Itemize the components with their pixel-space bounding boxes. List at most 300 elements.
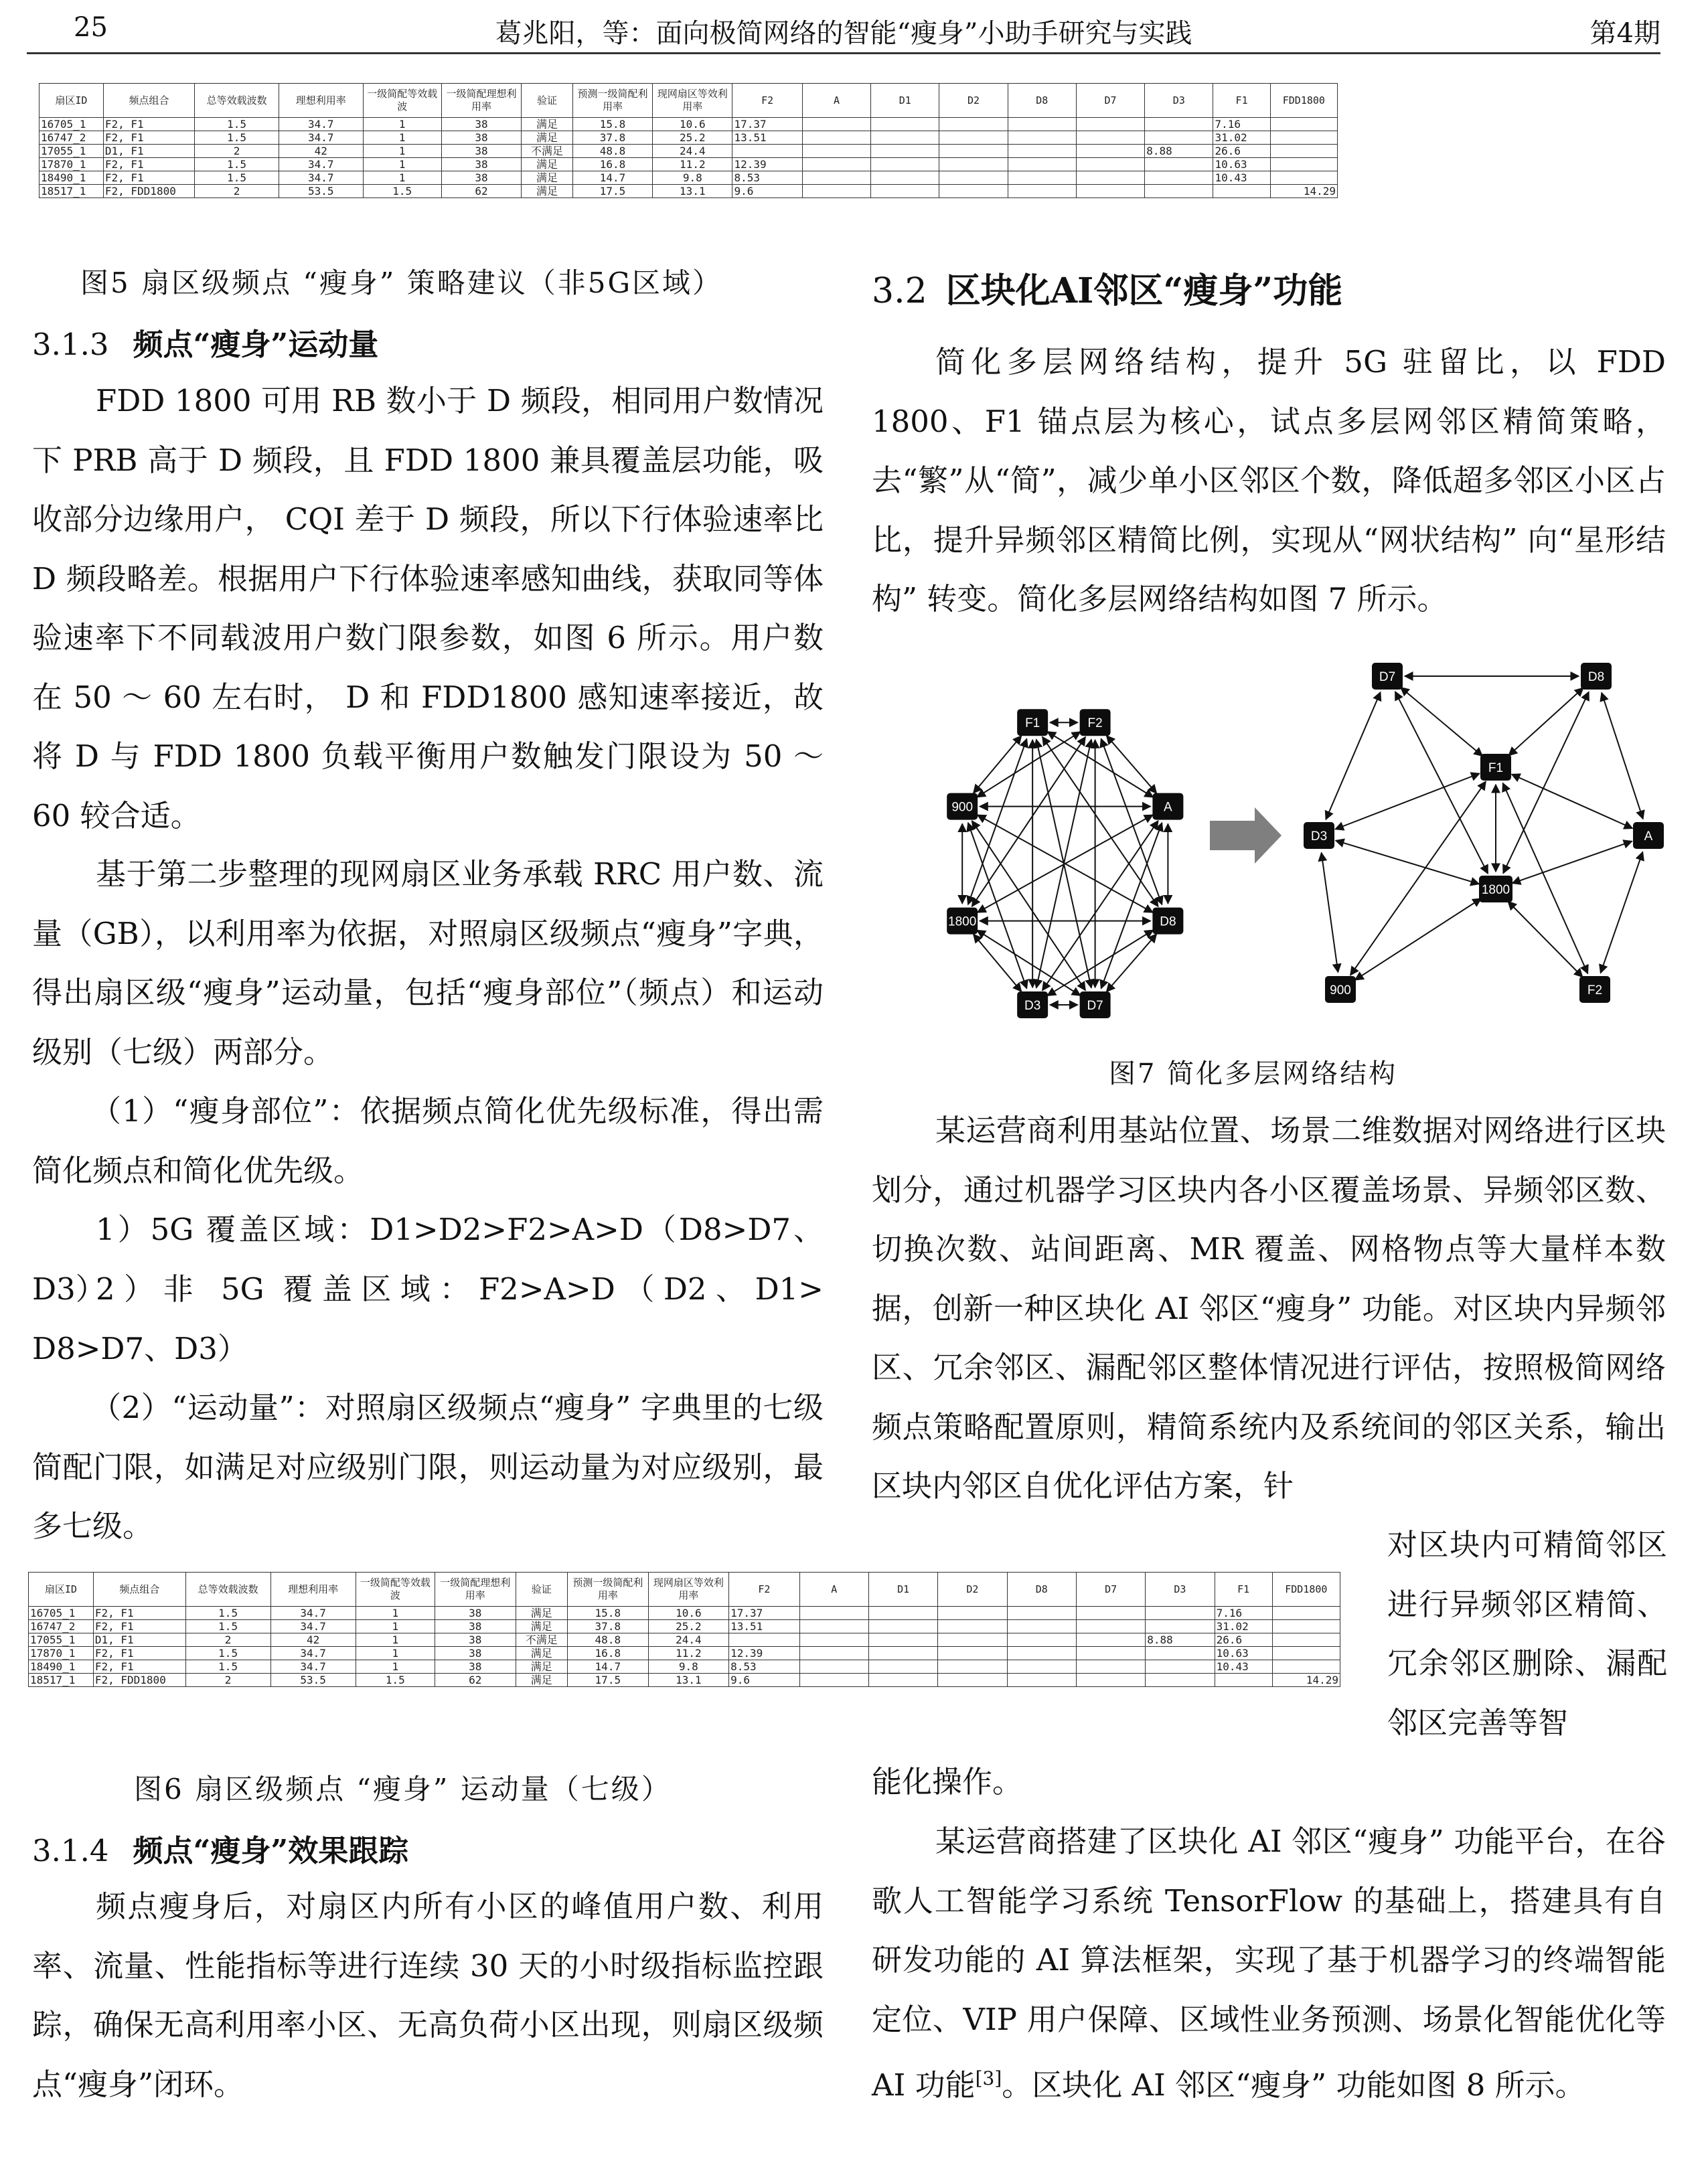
table-cell: 42 xyxy=(279,145,363,158)
table-cell: 2 xyxy=(195,185,279,198)
network-link xyxy=(1047,930,1153,995)
star-nodes xyxy=(1304,663,1664,1003)
table-cell: 38 xyxy=(441,158,521,171)
citation-ref: [3] xyxy=(975,2067,1002,2089)
table-cell: 16705_1 xyxy=(40,118,104,131)
table-cell: F2, FDD1800 xyxy=(93,1674,185,1687)
table-cell xyxy=(871,171,939,185)
table-cell: 10.63 xyxy=(1215,1647,1272,1660)
table-cell xyxy=(1272,1647,1340,1660)
table-cell: F2, F1 xyxy=(93,1607,185,1620)
table-cell xyxy=(802,158,870,171)
table-cell xyxy=(1272,1660,1340,1674)
column-header: F1 xyxy=(1215,1573,1272,1607)
column-header: D7 xyxy=(1076,84,1144,118)
table-cell xyxy=(1145,171,1213,185)
table-cell xyxy=(802,171,870,185)
column-header: F2 xyxy=(732,84,802,118)
table-cell: 17870_1 xyxy=(40,158,104,171)
network-node xyxy=(1479,876,1512,902)
table-cell: 满足 xyxy=(516,1620,567,1633)
table-cell: 13.1 xyxy=(653,185,732,198)
table-row xyxy=(29,1674,1340,1687)
table-row xyxy=(29,1633,1340,1647)
table-cell xyxy=(1076,1620,1145,1633)
column-header: D3 xyxy=(1146,1573,1215,1607)
table-cell: 1.5 xyxy=(195,171,279,185)
column-header: D7 xyxy=(1076,1573,1145,1607)
table-cell: 24.4 xyxy=(653,145,732,158)
table-cell xyxy=(1272,1607,1340,1620)
node-label: D8 xyxy=(1587,670,1605,684)
table-cell xyxy=(871,145,939,158)
table-cell: 9.8 xyxy=(653,171,732,185)
table-cell: 1 xyxy=(356,1607,435,1620)
table-cell: 1.5 xyxy=(363,185,441,198)
paragraph: 对区块内可精简邻区进行异频邻区精简、冗余邻区删除、漏配邻区完善等智 xyxy=(1387,1527,1667,1741)
table-cell xyxy=(1076,171,1144,185)
table-cell xyxy=(802,145,870,158)
table-cell: 34.7 xyxy=(279,118,363,131)
table-cell xyxy=(1076,131,1144,145)
table-cell: 38 xyxy=(435,1647,516,1660)
page-number: 25 xyxy=(74,12,108,43)
node-label: D3 xyxy=(1310,829,1328,844)
section-title: 频点“瘦身”效果跟踪 xyxy=(133,1833,409,1868)
network-node xyxy=(1080,991,1111,1018)
table-cell: 34.7 xyxy=(279,171,363,185)
table-cell: 1 xyxy=(356,1647,435,1660)
column-header: 预测一级简配利用率 xyxy=(568,1573,649,1607)
table-cell xyxy=(871,118,939,131)
network-link xyxy=(1350,781,1486,975)
table-cell xyxy=(1215,1674,1272,1687)
network-link xyxy=(1336,841,1479,884)
table-cell: 满足 xyxy=(516,1660,567,1674)
table-cell: 24.4 xyxy=(648,1633,729,1647)
column-header: D1 xyxy=(871,84,939,118)
fig6-caption: 图6 扇区级频点 “瘦身” 运动量（七级） xyxy=(134,1773,672,1806)
table-cell xyxy=(732,145,802,158)
column-header: 一级简配等效载波 xyxy=(363,84,441,118)
table-cell: 38 xyxy=(435,1620,516,1633)
table-cell: 14.29 xyxy=(1270,185,1337,198)
table-cell: 17.37 xyxy=(732,118,802,131)
table-cell: 38 xyxy=(435,1607,516,1620)
table-cell xyxy=(1145,158,1213,171)
table-cell xyxy=(802,118,870,131)
table-cell: 7.16 xyxy=(1215,1607,1272,1620)
table-cell xyxy=(799,1674,868,1687)
node-label: D8 xyxy=(1160,914,1176,929)
network-node xyxy=(1152,908,1183,935)
network-node xyxy=(947,793,978,820)
table-cell: 10.6 xyxy=(648,1607,729,1620)
table-cell: 18490_1 xyxy=(40,171,104,185)
table-cell: 满足 xyxy=(522,118,573,131)
network-node xyxy=(1017,991,1048,1018)
table-cell: 34.7 xyxy=(270,1660,356,1674)
node-label: A xyxy=(1164,800,1172,815)
table-cell: 8.53 xyxy=(729,1660,799,1674)
paragraph: 频点瘦身后，对扇区内所有小区的峰值用户数、利用率、流量、性能指标等进行连续 30 天的小时级指标监控跟踪，确保无高利用率小区、无高负荷小区出现，则扇区级频点“瘦身”闭环。 xyxy=(32,1889,824,2102)
table-cell: F2, F1 xyxy=(93,1647,185,1660)
fig6-table xyxy=(28,1572,1340,1687)
table-cell xyxy=(1270,158,1337,171)
table-cell xyxy=(939,118,1008,131)
paragraph: 简化多层网络结构，提升 5G 驻留比，以 FDD 1800、F1 锚点层为核心，试点多层网邻区精简策略，去“繁”从“简”，减少单小区邻区个数，降低超多邻区小区占比，提升异频邻区精简比例，实现从“网状结构” 向“星形结构” 转变。简化多层网络结构如图 7 所示。 xyxy=(872,344,1666,617)
column-header: D2 xyxy=(939,84,1008,118)
table-cell xyxy=(868,1607,937,1620)
paragraph: （1）“瘦身部位”：依据频点简化优先级标准，得出需简化频点和简化优先级。 xyxy=(32,1093,824,1188)
table-cell: 13.1 xyxy=(648,1674,729,1687)
node-label: F1 xyxy=(1025,716,1040,731)
fig7-network-diagram xyxy=(872,641,1671,1030)
section-3-2-heading xyxy=(872,262,1342,313)
table-cell: 37.8 xyxy=(568,1620,649,1633)
column-header: 验证 xyxy=(522,84,573,118)
network-node xyxy=(947,908,978,935)
table-cell xyxy=(799,1620,868,1633)
network-node xyxy=(1372,663,1403,690)
table-cell xyxy=(1008,118,1076,131)
column-header: 现网扇区等效利用率 xyxy=(653,84,732,118)
table-cell xyxy=(1076,158,1144,171)
network-link xyxy=(1508,902,1582,977)
table-cell: 34.7 xyxy=(270,1620,356,1633)
table-cell xyxy=(868,1647,937,1660)
table-cell: 16747_2 xyxy=(29,1620,94,1633)
table-cell: 2 xyxy=(195,145,279,158)
paragraph-text: 。区块化 AI 邻区“瘦身” 功能如图 8 所示。 xyxy=(1002,2067,1585,2103)
column-header: F1 xyxy=(1213,84,1270,118)
table-cell: 16.8 xyxy=(568,1647,649,1660)
table-cell: 17.5 xyxy=(572,185,652,198)
table-cell: 18517_1 xyxy=(29,1674,94,1687)
table-cell xyxy=(868,1633,937,1647)
table-cell: 42 xyxy=(270,1633,356,1647)
table-cell xyxy=(1270,171,1337,185)
paragraph: 2）非 5G 覆盖区域：F2>A>D（D2、D1> D8>D7、D3） xyxy=(32,1271,824,1366)
table-cell xyxy=(1008,185,1076,198)
paragraph: 能化操作。 xyxy=(872,1764,1023,1799)
table-cell: 38 xyxy=(441,118,521,131)
table-cell: 1 xyxy=(363,131,441,145)
section-title: 区块化AI邻区“瘦身”功能 xyxy=(945,270,1343,311)
column-header: 一级简配理想利用率 xyxy=(441,84,521,118)
table-cell: 53.5 xyxy=(279,185,363,198)
column-header: 理想利用率 xyxy=(270,1573,356,1607)
table-cell: 2 xyxy=(185,1633,270,1647)
paragraph: （2）“运动量”：对照扇区级频点“瘦身” 字典里的七级简配门限，如满足对应级别门限，则运动量为对应级别，最多七级。 xyxy=(32,1390,824,1544)
table-cell xyxy=(799,1660,868,1674)
table-cell xyxy=(871,185,939,198)
network-link xyxy=(1395,692,1488,874)
table-cell: 15.8 xyxy=(572,118,652,131)
table-cell: 14.7 xyxy=(572,171,652,185)
table-cell: 1.5 xyxy=(195,131,279,145)
node-label: F2 xyxy=(1087,716,1103,731)
table-cell xyxy=(1007,1633,1076,1647)
node-label: D7 xyxy=(1087,999,1103,1013)
column-header: 验证 xyxy=(516,1573,567,1607)
table-cell xyxy=(1076,1607,1145,1620)
table-cell: 满足 xyxy=(522,171,573,185)
table-cell xyxy=(938,1674,1007,1687)
table-cell xyxy=(939,171,1008,185)
paragraph: 1）5G 覆盖区域：D1>D2>F2>A>D（D8>D7、D3） xyxy=(32,1212,824,1307)
node-label: D7 xyxy=(1379,670,1396,684)
table-cell xyxy=(1146,1660,1215,1674)
table-row xyxy=(40,171,1338,185)
table-cell xyxy=(939,145,1008,158)
table-cell xyxy=(1270,145,1337,158)
table-cell: 16747_2 xyxy=(40,131,104,145)
table-row xyxy=(29,1660,1340,1674)
table-cell xyxy=(939,131,1008,145)
table-cell: 10.43 xyxy=(1213,171,1270,185)
table-cell xyxy=(938,1647,1007,1660)
table-cell xyxy=(799,1647,868,1660)
table-cell: 8.88 xyxy=(1146,1633,1215,1647)
table-cell: 11.2 xyxy=(653,158,732,171)
table-cell: 17.37 xyxy=(729,1607,799,1620)
table-cell xyxy=(1146,1647,1215,1660)
table-cell xyxy=(1008,131,1076,145)
table-cell: F2, FDD1800 xyxy=(103,185,194,198)
column-header: D8 xyxy=(1008,84,1076,118)
network-link xyxy=(977,930,1080,995)
table-cell: 38 xyxy=(441,131,521,145)
table-cell xyxy=(1145,118,1213,131)
table-cell: 1 xyxy=(363,118,441,131)
table-cell: 48.8 xyxy=(572,145,652,158)
table-cell: 1.5 xyxy=(185,1620,270,1633)
table-cell: 1 xyxy=(356,1633,435,1647)
column-header: D8 xyxy=(1007,1573,1076,1607)
fig7-caption: 图7 简化多层网络结构 xyxy=(1109,1058,1398,1089)
table-row xyxy=(40,185,1338,198)
node-label: 900 xyxy=(951,800,974,815)
table-cell xyxy=(868,1620,937,1633)
table-cell: 满足 xyxy=(522,131,573,145)
table-cell xyxy=(871,131,939,145)
table-cell: 1.5 xyxy=(195,118,279,131)
paragraph xyxy=(872,1812,1666,2115)
table-cell xyxy=(1007,1647,1076,1660)
table-cell: 38 xyxy=(435,1633,516,1647)
section-number: 3.1.4 xyxy=(32,1833,109,1868)
table-cell: 不满足 xyxy=(516,1633,567,1647)
table-cell: 25.2 xyxy=(648,1620,729,1633)
table-cell: F2, F1 xyxy=(103,171,194,185)
network-node xyxy=(1579,976,1610,1003)
table-cell xyxy=(1146,1620,1215,1633)
column-header: 一级简配等效载波 xyxy=(356,1573,435,1607)
network-node xyxy=(1152,793,1183,820)
table-cell xyxy=(729,1633,799,1647)
node-label: 1800 xyxy=(1481,883,1510,897)
table-cell: 37.8 xyxy=(572,131,652,145)
table-cell xyxy=(939,158,1008,171)
network-link xyxy=(1503,692,1589,874)
table-cell: 满足 xyxy=(522,185,573,198)
table-cell: 14.29 xyxy=(1272,1674,1340,1687)
table-cell xyxy=(1007,1674,1076,1687)
node-label: 900 xyxy=(1330,983,1351,997)
table-cell xyxy=(871,158,939,171)
page-header xyxy=(27,9,1660,50)
column-header: A xyxy=(799,1573,868,1607)
arrow-right-icon xyxy=(1210,807,1282,864)
table-cell: 12.39 xyxy=(729,1647,799,1660)
table-cell xyxy=(1008,171,1076,185)
issue-number: 第4期 xyxy=(1589,18,1660,49)
network-link xyxy=(1047,732,1153,797)
column-header: 总等效载波数 xyxy=(185,1573,270,1607)
table-cell: 1 xyxy=(363,145,441,158)
table-cell: 满足 xyxy=(516,1674,567,1687)
table-cell xyxy=(938,1620,1007,1633)
table-cell: 满足 xyxy=(522,158,573,171)
table-cell xyxy=(1076,118,1144,131)
table-cell: 53.5 xyxy=(270,1674,356,1687)
network-node xyxy=(1480,754,1511,781)
table-cell: 12.39 xyxy=(732,158,802,171)
table-cell: 14.7 xyxy=(568,1660,649,1674)
table-cell xyxy=(938,1633,1007,1647)
paragraph: FDD 1800 可用 RB 数小于 D 频段，相同用户数情况下 PRB 高于 D 频段，且 FDD 1800 兼具覆盖层功能，吸收部分边缘用户， CQI 差于 D 频段，所以下行体验速率比 D 频段略差。根据用户下行体验速率感知曲线，获取同等体验速率下不同载波用户数门限参数，如图 6 所示。用户数在 50 ～ 60 左右时， D 和 FDD1800 感知速率接近，故将 D 与 FDD 1800 负载平衡用户数触发门限设为 50 ～ 60 较合适。 xyxy=(32,383,824,833)
table-cell xyxy=(1076,185,1144,198)
table-cell xyxy=(1145,131,1213,145)
network-link xyxy=(1355,898,1481,980)
table-cell xyxy=(1007,1607,1076,1620)
network-link xyxy=(1326,692,1381,819)
table-cell: 17870_1 xyxy=(29,1647,94,1660)
section-number: 3.1.3 xyxy=(32,327,109,362)
table-cell: 11.2 xyxy=(648,1647,729,1660)
column-header: 一级简配理想利用率 xyxy=(435,1573,516,1607)
paragraph: 某运营商利用基站位置、场景二维数据对网络进行区块划分，通过机器学习区块内各小区覆盖场景、异频邻区数、切换次数、站间距离、MR 覆盖、网格物点等大量样本数据，创新一种区块化 AI 邻区“瘦身” 功能。对区块内异频邻区、冗余邻区、漏配邻区整体情况进行评估，按照极简网络频点策略配置原则，精简系统内及系统间的邻区关系，输出区块内邻区自优化评估方案，针 xyxy=(872,1113,1666,1504)
table-cell: 1.5 xyxy=(185,1647,270,1660)
network-link xyxy=(1322,853,1338,972)
table-cell: 1 xyxy=(356,1620,435,1633)
table-cell: F2, F1 xyxy=(103,158,194,171)
table-cell xyxy=(1007,1620,1076,1633)
table-cell: 16705_1 xyxy=(29,1607,94,1620)
node-label: A xyxy=(1644,829,1653,844)
table-row xyxy=(29,1620,1340,1633)
table-cell: F2, F1 xyxy=(103,118,194,131)
table-cell xyxy=(939,185,1008,198)
network-node xyxy=(1080,709,1111,736)
table-cell: 38 xyxy=(441,145,521,158)
table-cell xyxy=(1076,145,1144,158)
network-node xyxy=(1304,822,1334,849)
table-cell: 9.8 xyxy=(648,1660,729,1674)
network-node xyxy=(1325,976,1356,1003)
table-cell: 31.02 xyxy=(1215,1620,1272,1633)
column-header: D2 xyxy=(938,1573,1007,1607)
table-cell: 38 xyxy=(441,171,521,185)
table-cell: 满足 xyxy=(516,1607,567,1620)
column-header: 总等效载波数 xyxy=(195,84,279,118)
table-cell xyxy=(1076,1660,1145,1674)
table-cell xyxy=(1076,1674,1145,1687)
running-title: 葛兆阳，等：面向极简网络的智能“瘦身”小助手研究与实践 xyxy=(495,18,1192,49)
table-cell: 31.02 xyxy=(1213,131,1270,145)
table-cell: 26.6 xyxy=(1215,1633,1272,1647)
network-link xyxy=(1512,842,1632,884)
table-row xyxy=(40,118,1338,131)
section-number: 3.2 xyxy=(872,271,927,311)
column-header: FDD1800 xyxy=(1272,1573,1340,1607)
table-cell xyxy=(1008,158,1076,171)
table-cell: 62 xyxy=(435,1674,516,1687)
column-header: 理想利用率 xyxy=(279,84,363,118)
column-header: 频点组合 xyxy=(103,84,194,118)
table-cell xyxy=(1146,1674,1215,1687)
column-header: 现网扇区等效利用率 xyxy=(648,1573,729,1607)
column-header: F2 xyxy=(729,1573,799,1607)
network-link xyxy=(1601,852,1643,973)
table-cell xyxy=(1270,131,1337,145)
table-cell: 25.2 xyxy=(653,131,732,145)
mesh-edges xyxy=(962,722,1168,1005)
table-cell: 34.7 xyxy=(270,1647,356,1660)
paragraph: 基于第二步整理的现网扇区业务承载 RRC 用户数、流量（GB），以利用率为依据，对照扇区级频点“瘦身”字典，得出扇区级“瘦身”运动量，包括“瘦身部位”（频点）和运动级别（七级）两部分。 xyxy=(32,856,824,1070)
table-cell: 1 xyxy=(363,158,441,171)
node-label: F1 xyxy=(1488,761,1504,775)
node-label: D3 xyxy=(1024,999,1041,1013)
table-cell: F2, F1 xyxy=(103,131,194,145)
table-cell: 34.7 xyxy=(279,158,363,171)
table-cell xyxy=(1076,1633,1145,1647)
network-link xyxy=(1512,775,1633,829)
table-cell xyxy=(1272,1620,1340,1633)
table-cell: 1.5 xyxy=(185,1607,270,1620)
table-cell xyxy=(1007,1660,1076,1674)
table-cell xyxy=(1008,145,1076,158)
table-cell: F2, F1 xyxy=(93,1660,185,1674)
table-cell: 不满足 xyxy=(522,145,573,158)
table-cell: 9.6 xyxy=(732,185,802,198)
column-header: D3 xyxy=(1145,84,1213,118)
network-node xyxy=(1581,663,1612,690)
column-header: 预测一级简配利用率 xyxy=(572,84,652,118)
node-label: 1800 xyxy=(948,914,977,929)
table-cell: 10.6 xyxy=(653,118,732,131)
table-cell xyxy=(802,131,870,145)
network-link xyxy=(1508,688,1583,755)
table-cell: 48.8 xyxy=(568,1633,649,1647)
table-cell: 26.6 xyxy=(1213,145,1270,158)
table-cell: 1.5 xyxy=(185,1660,270,1674)
table-cell: 9.6 xyxy=(729,1674,799,1687)
table-row xyxy=(29,1607,1340,1620)
header-rule xyxy=(27,52,1660,54)
table-cell xyxy=(868,1660,937,1674)
node-label: F2 xyxy=(1587,983,1603,997)
table-cell xyxy=(938,1607,1007,1620)
paragraph-text: 某运营商搭建了区块化 AI 邻区“瘦身” 功能平台，在谷歌人工智能学习系统 TensorFlow 的基础上，搭建具有自研发功能的 AI 算法框架，实现了基于机器学习的终端智能定位、VIP 用户保障、区域性业务预测、场景化智能优化等 AI 功能 xyxy=(872,1824,1666,2103)
column-header: D1 xyxy=(868,1573,937,1607)
table-cell: 1 xyxy=(363,171,441,185)
table-cell xyxy=(1145,185,1213,198)
table-cell xyxy=(1270,118,1337,131)
table-cell: 17.5 xyxy=(568,1674,649,1687)
table-cell: 13.51 xyxy=(729,1620,799,1633)
